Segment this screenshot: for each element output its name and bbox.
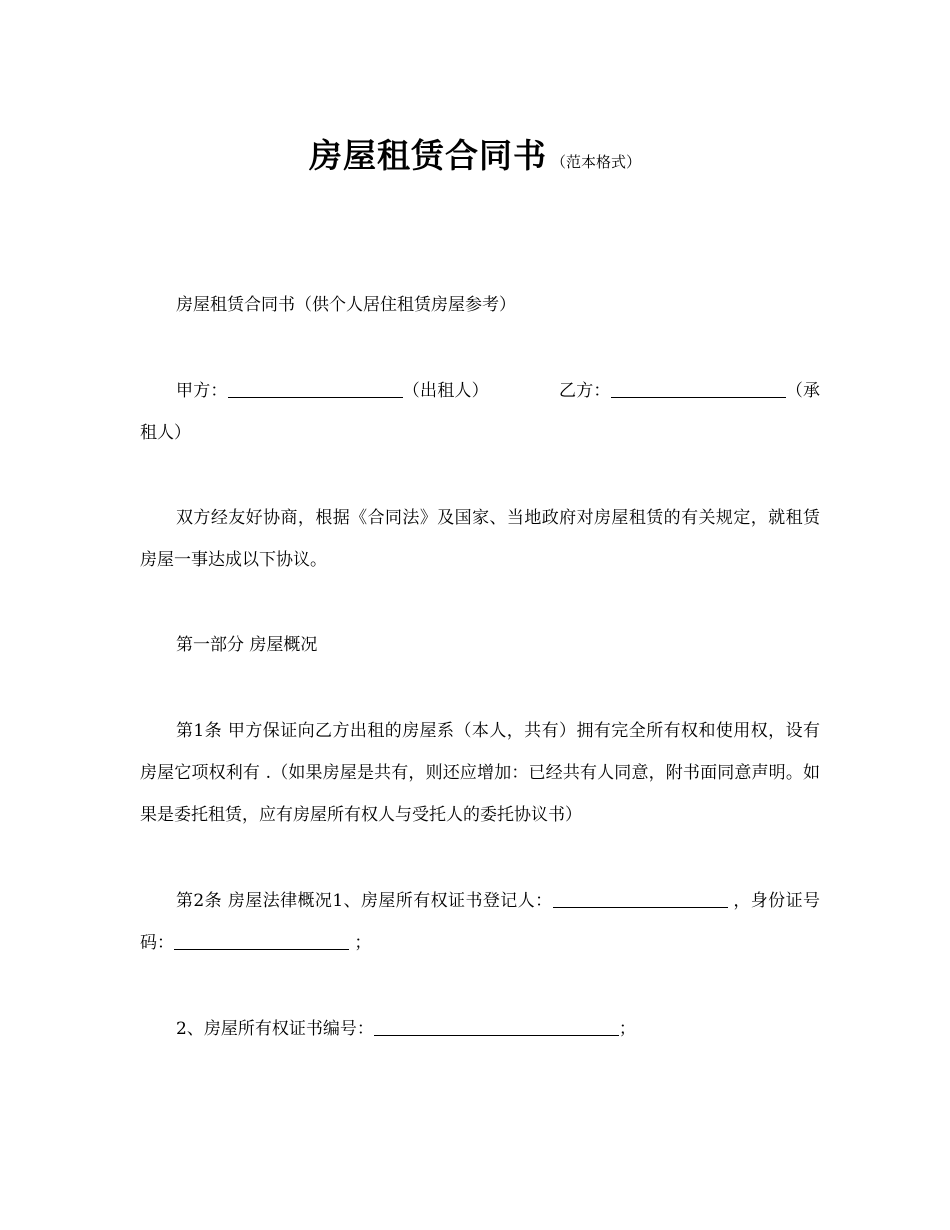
item2-end: ； xyxy=(618,1019,636,1039)
article2-mid: ，身份证号码： xyxy=(140,891,821,953)
subtitle-line: 房屋租赁合同书（供个人居住租赁房屋参考） xyxy=(176,295,516,315)
article2-end: ； xyxy=(354,933,372,953)
party-b-role: （承租人） xyxy=(140,381,821,443)
item2-line xyxy=(140,1008,820,1050)
preamble-paragraph: 双方经友好协商，根据《合同法》及国家、当地政府对房屋租赁的有关规定，就租赁房屋一事达成以下协议。 xyxy=(140,508,820,570)
certificate-number-blank[interactable] xyxy=(374,1018,619,1036)
party-a-role: （出租人） xyxy=(402,381,489,401)
parties-line xyxy=(140,370,820,454)
part1-heading: 第一部分 房屋概况 xyxy=(176,635,318,655)
article1-paragraph: 第1条 甲方保证向乙方出租的房屋系（本人，共有）拥有完全所有权和使用权，设有房屋它项权利有 .（如果房屋是共有，则还应增加：已经共有人同意，附书面同意声明。如果是委托租赁，应有房屋所有权人与受托人的委托协议书） xyxy=(140,721,820,825)
article2-prefix: 第2条 房屋法律概况1、房屋所有权证书登记人： xyxy=(176,891,553,911)
item2-prefix: 2、房屋所有权证书编号： xyxy=(176,1019,374,1039)
party-a-label: 甲方： xyxy=(176,381,228,401)
document-title xyxy=(0,130,950,177)
party-a-blank[interactable] xyxy=(228,380,403,398)
title-note: （范本格式） xyxy=(550,153,641,171)
party-b-blank[interactable] xyxy=(611,380,786,398)
article2-paragraph xyxy=(140,880,820,964)
party-b-label: 乙方： xyxy=(558,381,611,401)
title-main: 房屋租赁合同书 xyxy=(308,136,547,175)
registrant-blank[interactable] xyxy=(553,890,728,908)
id-number-blank[interactable] xyxy=(174,932,349,950)
